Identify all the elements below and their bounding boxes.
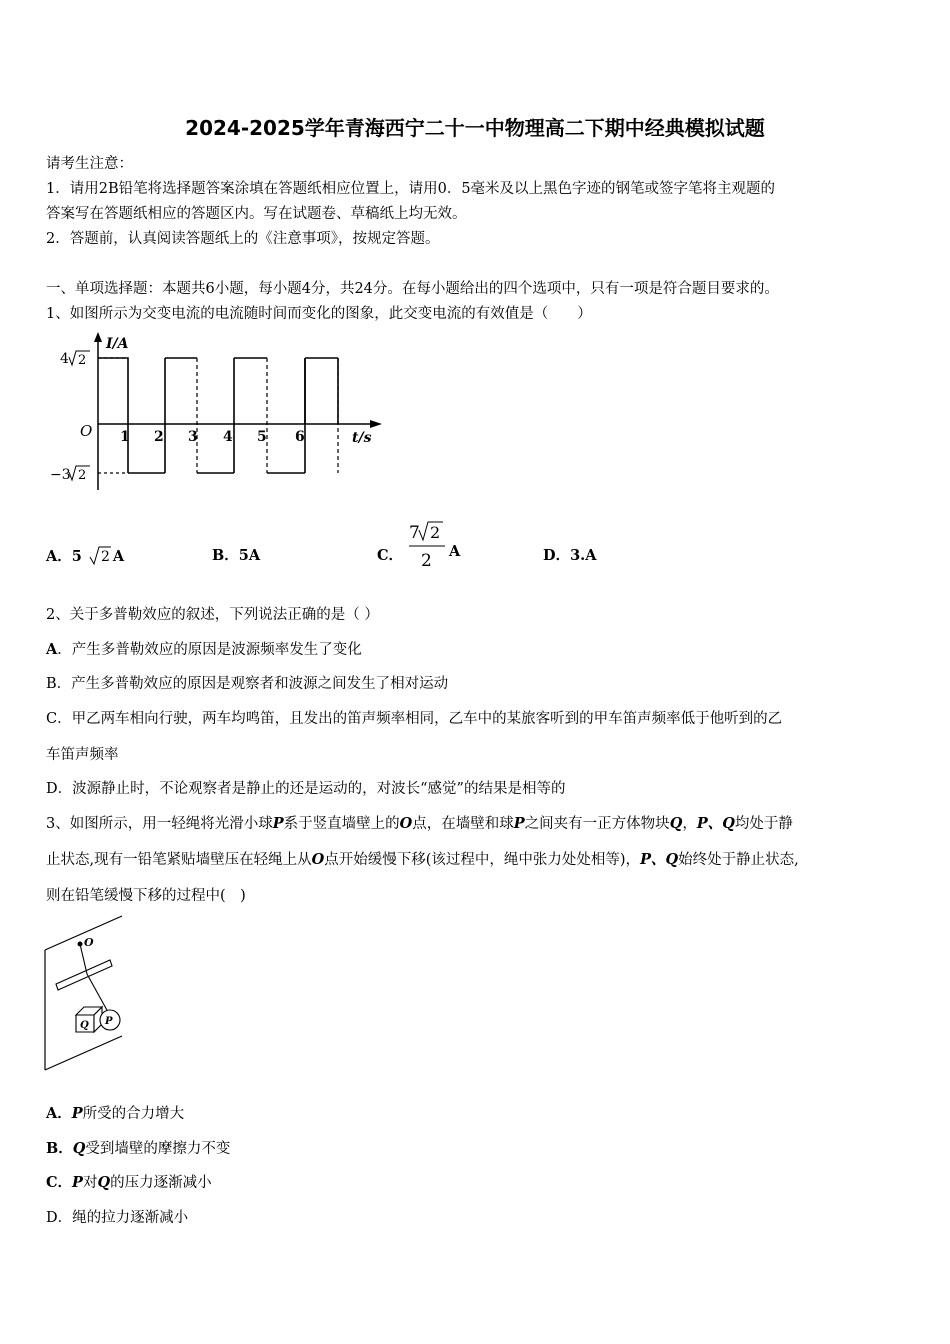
q1-option-d: D．3.A: [543, 547, 597, 564]
x-tick-4: 4: [223, 429, 233, 445]
svg-text:2: 2: [100, 549, 110, 565]
q2-option-c-cont: 车笛声频率: [46, 747, 119, 763]
x-tick-1: 1: [120, 429, 130, 445]
q3-stem-line-1: 3、如图所示，用一轻绳将光滑小球P系于竖直墙壁上的O点，在墙壁和球P之间夹有一正方体物块Q，P、Q均处于静: [46, 815, 793, 832]
q3-option-a: A．P所受的合力增大: [46, 1105, 185, 1122]
q3-option-c: C．P对Q的压力逐渐减小: [46, 1174, 212, 1191]
svg-text:−3: −3: [50, 467, 71, 483]
q1-option-c-fraction: [405, 516, 465, 570]
svg-text:4: 4: [60, 351, 69, 367]
q2-option-c: C．甲乙两车相向行驶，两车均鸣笛，且发出的笛声频率相同，乙车中的某旅客听到的甲车笛声频率低于他听到的乙: [46, 711, 783, 727]
svg-text:A: A: [449, 543, 461, 560]
x-tick-3: 3: [188, 429, 198, 445]
sqrt-sign: [87, 544, 113, 566]
notice-line-2: 答案写在答题纸相应的答题区内。写在试题卷、草稿纸上均无效。: [46, 206, 467, 222]
fig-label-q: Q: [80, 1020, 89, 1031]
origin-label: O: [80, 422, 93, 440]
svg-text:2: 2: [78, 353, 87, 368]
section-heading: 一、单项选择题：本题共6小题，每小题4分，共24分。在每小题给出的四个选项中，只有一项是符合题目要求的。: [46, 281, 779, 297]
q1-option-c-label: C．: [377, 547, 404, 564]
q3-option-b: B．Q受到墙壁的摩擦力不变: [46, 1140, 231, 1157]
q2-stem: 2、关于多普勒效应的叙述，下列说法正确的是（ ）: [46, 607, 379, 623]
q2-option-a: A．产生多普勒效应的原因是波源频率发生了变化: [46, 641, 362, 658]
y-top-value: [60, 351, 90, 368]
svg-text:2: 2: [430, 523, 441, 542]
q1-option-b: B．5A: [212, 547, 261, 564]
svg-text:2: 2: [421, 551, 432, 570]
q1-stem: 1、如图所示为交变电流的电流随时间而变化的图象，此交变电流的有效值是（ ）: [46, 306, 592, 322]
q3-option-d: D．绳的拉力逐渐减小: [46, 1210, 189, 1226]
svg-text:2: 2: [78, 468, 87, 483]
fig-label-o: O: [84, 936, 94, 949]
q3-stem-line-3: 则在铅笔缓慢下移的过程中( ): [46, 888, 246, 904]
q1-current-graph: [40, 330, 400, 500]
q2-option-b: B．产生多普勒效应的原因是观察者和波源之间发生了相对运动: [46, 676, 449, 692]
y-bottom-value: [50, 466, 90, 483]
notice-line-3: 2．答题前，认真阅读答题纸上的《注意事项》，按规定答题。: [46, 231, 440, 247]
notice-heading: 请考生注意：: [46, 156, 133, 172]
q3-stem-line-2: 止状态,现有一铅笔紧贴墙壁压在轻绳上从O点开始缓慢下移(该过程中，绳中张力处处相等)，P、Q始终处于静止状态,: [46, 851, 799, 868]
q1-option-a: A．5 2 A: [46, 544, 124, 566]
x-axis-label: t/s: [352, 430, 372, 446]
x-tick-6: 6: [295, 429, 305, 445]
y-axis-label: I/A: [106, 336, 129, 352]
q3-wall-figure: [40, 912, 135, 1077]
q2-option-d: D．波源静止时，不论观察者是静止的还是运动的，对波长“感觉”的结果是相等的: [46, 781, 566, 797]
notice-line-1: 1．请用2B铅笔将选择题答案涂填在答题纸相应位置上，请用0．5毫米及以上黑色字迹的钢笔或签字笔将主观题的: [46, 181, 776, 197]
fig-label-p: P: [105, 1016, 113, 1027]
x-tick-2: 2: [154, 429, 164, 445]
svg-text:7: 7: [409, 523, 420, 543]
page-title: 2024-2025学年青海西宁二十一中物理高二下期中经典模拟试题: [185, 116, 765, 140]
x-tick-5: 5: [257, 429, 267, 445]
